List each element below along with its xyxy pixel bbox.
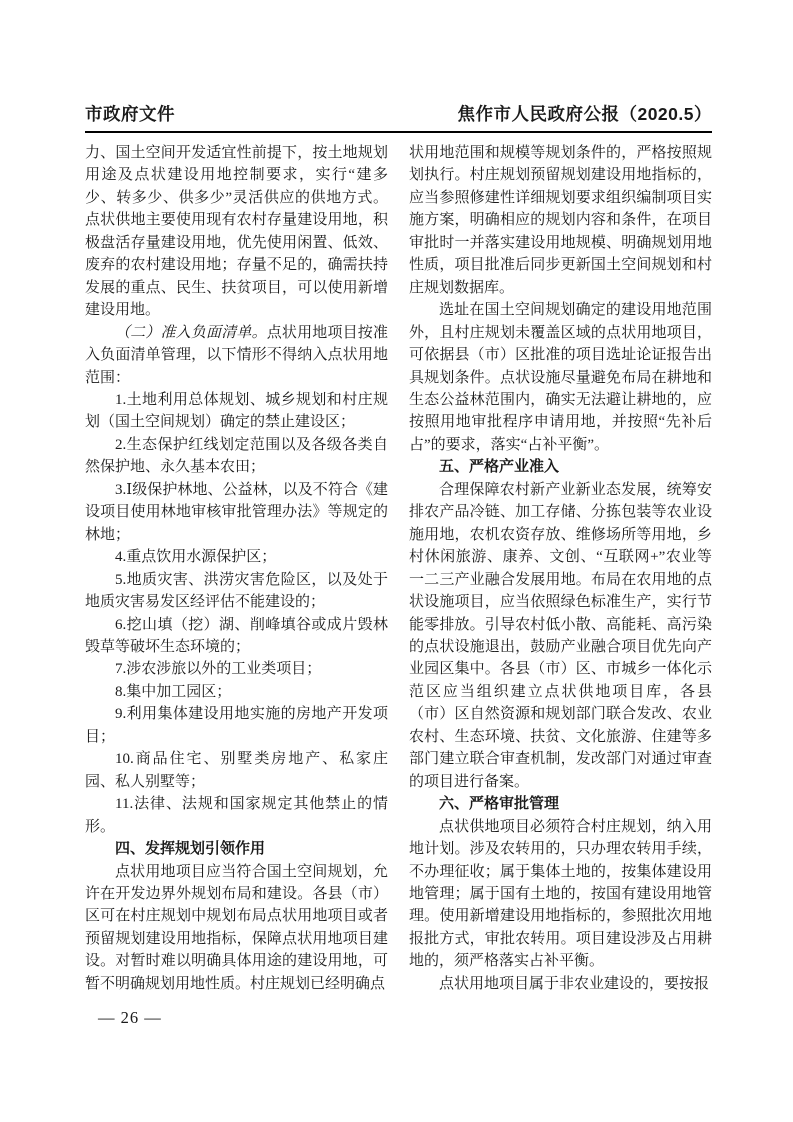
right-column [409, 142, 712, 995]
paragraph: 8.集中加工园区； [115, 683, 232, 700]
paragraph: 7.涉农涉旅以外的工业类项目； [115, 661, 322, 678]
paragraph: 10.商品住宅、别墅类房地产、私家庄园、私人别墅等； [85, 751, 388, 790]
header-right-title: 焦作市人民政府公报（2020.5） [457, 104, 712, 124]
paragraph: 力、国土空间开发适宜性前提下，按土地规划用途及点状建设用地控制要求，实行“建多少、转多少、供多少”灵活供应的供地方式。点状供地主要使用现有农村存量建设用地，积极盘活存量建设用地，优先使用闲置、低效、废弃的农村建设用地；存量不足的，确需扶持发展的重点、民生、扶贫项目，可以使用新增建设用地。 [85, 145, 388, 319]
section-heading: 六、严格审批管理 [439, 795, 560, 813]
paragraph: 点状用地项目应当符合国土空间规划，允许在开发边界外规划布局和建设。各县（市）区可在村庄规划中规划布局点状用地项目或者预留规划建设用地指标，保障点状用地项目建设。对暂时难以明确具体用途的建设用地，可暂不明确规划用地性质。村庄规划已经明确点 [85, 863, 388, 992]
paragraph: 选址在国土空间规划确定的建设用地范围外，且村庄规划未覆盖区域的点状用地项目，可依据县（市）区批准的项目选址论证报告出具规划条件。点状设施尽量避免布局在耕地和生态公益林范围内，确实无法避让耕地的，应按照用地审批程序申请用地，并按照“先补后占”的要求，落实“占补平衡”。 [409, 302, 712, 453]
header-left-title: 市政府文件 [85, 104, 175, 124]
section-heading: 四、发挥规划引领作用 [115, 840, 266, 858]
paragraph-text: 点状用地项目按准入负面清单管理，以下情形不得纳入点状用地范围： [85, 324, 388, 386]
paragraph: 状用地范围和规模等规划条件的，严格按照规划执行。村庄规划预留规划建设用地指标的，应当参照修建性详细规划要求组织编制项目实施方案，明确相应的规划内容和条件，在项目审批时一并落实建设用地规模、明确规划用地性质，项目批准后同步更新国土空间规划和村庄规划数据库。 [409, 145, 712, 296]
left-column [85, 142, 388, 995]
paragraph: 合理保障农村新产业新业态发展，统筹安排农产品冷链、加工存储、分拣包装等农业设施用地，农机农资存放、维修场所等用地，乡村休闲旅游、康养、文创、“互联网+”农业等一二三产业融合发展用地。布局在农用地的点状设施项目，应当依照绿色标准生产，实行节能零排放。引导农村低小散、高能耗、高污染的点状设施退出，鼓励产业融合项目优先向产业园区集中。各县（市）区、市城乡一体化示范区应当组织建立点状供地项目库，各县（市）区自然资源和规划部门联合发改、农业农村、生态环境、扶贫、文化旅游、住建等多部门建立联合审查机制，发改部门对通过审查的项目进行备案。 [409, 481, 712, 790]
paragraph: 点状用地项目属于非农业建设的，要按报 [439, 975, 710, 992]
paragraph-lead: （二）准入负面清单。 [115, 324, 267, 341]
paragraph: 1.土地利用总体规划、城乡规划和村庄规划（国土空间规划）确定的禁止建设区； [85, 391, 388, 431]
paragraph: 9.利用集体建设用地实施的房地产开发项目； [85, 706, 388, 745]
paragraph: 6.挖山填（挖）湖、削峰填谷或成片毁林毁草等破坏生态环境的； [85, 616, 388, 655]
paragraph: 11.法律、法规和国家规定其他禁止的情形。 [85, 796, 388, 835]
body-columns [85, 142, 712, 995]
paragraph: 5.地质灾害、洪涝灾害危险区，以及处于地质灾害易发区经评估不能建设的； [85, 571, 388, 611]
page-header [85, 101, 712, 126]
page-number: — 26 — [98, 1008, 162, 1027]
paragraph [85, 322, 388, 389]
paragraph: 3.Ⅰ级保护林地、公益林，以及不符合《建设项目使用林地审核审批管理办法》等规定的林地； [85, 481, 388, 543]
paragraph: 2.生态保护红线划定范围以及各级各类自然保护地、永久基本农田； [85, 436, 388, 476]
header-rule [85, 131, 712, 133]
paragraph: 4.重点饮用水源保护区； [115, 549, 277, 566]
section-heading: 五、严格产业准入 [439, 458, 560, 476]
paragraph: 点状供地项目必须符合村庄规划，纳入用地计划。涉及农转用的，只办理农转用手续，不办理征收；属于集体土地的，按集体建设用地管理；属于国有土地的，按国有建设用地管理。使用新增建设用地指标的，参照批次用地报批方式，审批农转用。项目建设涉及占用耕地的，须严格落实占补平衡。 [409, 818, 712, 970]
